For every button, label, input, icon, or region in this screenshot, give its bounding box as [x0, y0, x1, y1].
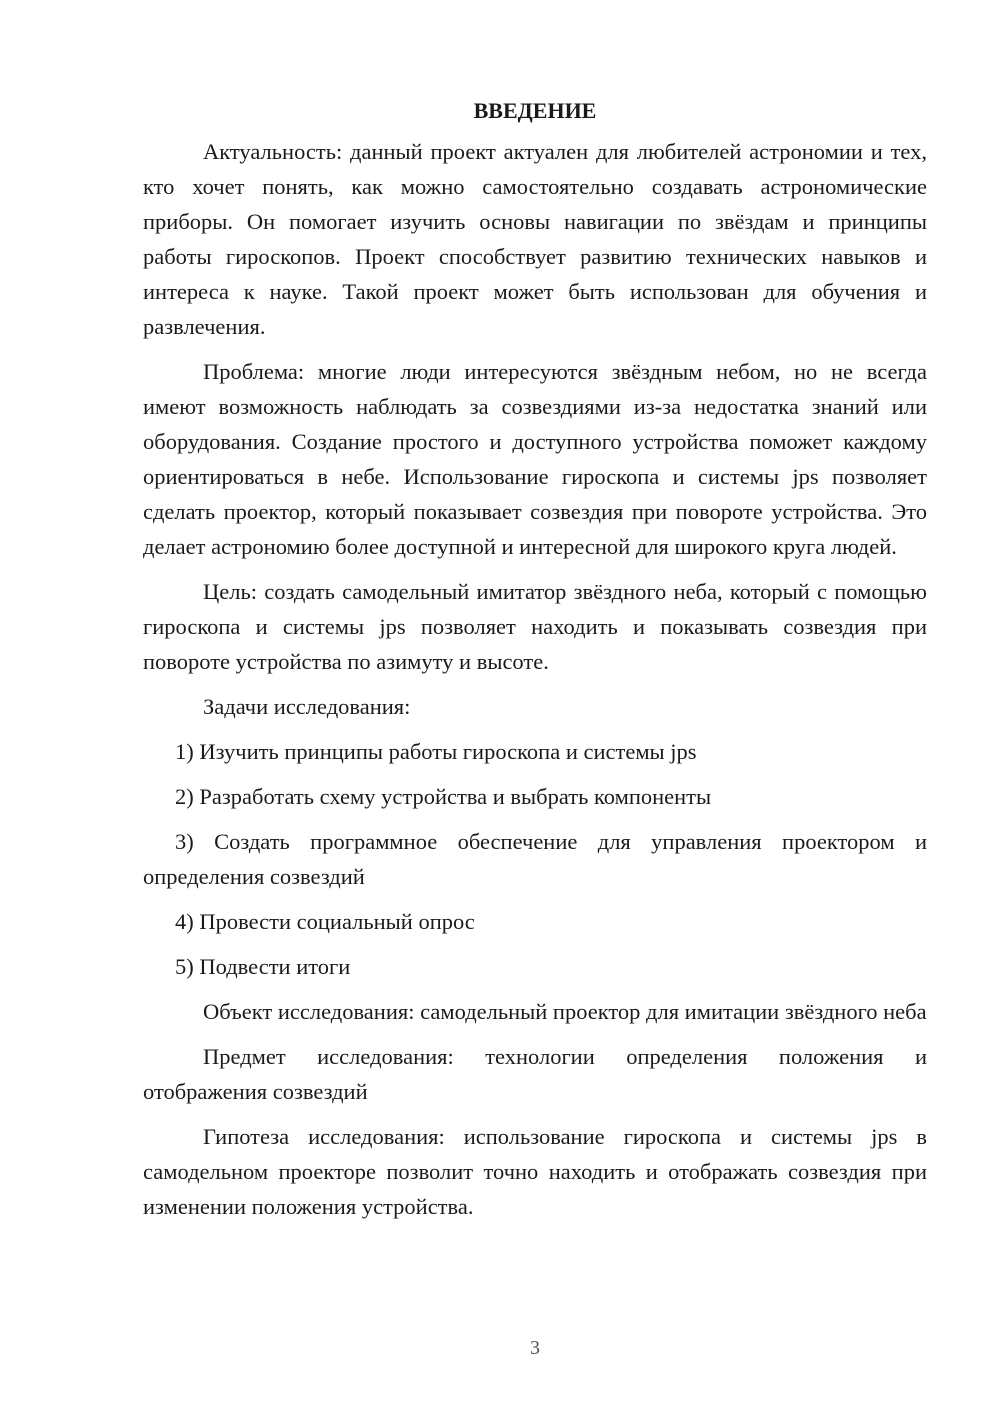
- paragraph-subject: Предмет исследования: технологии определения положения и отображения созвездий: [143, 1044, 927, 1104]
- page-title: ВВЕДЕНИЕ: [473, 98, 597, 123]
- task-item: 3) Создать программное обеспечение для управления проектором и определения созвездий: [143, 829, 927, 889]
- task-item: 4) Провести социальный опрос: [175, 909, 475, 934]
- document-body: [143, 93, 927, 1224]
- task-item: 2) Разработать схему устройства и выбрать компоненты: [175, 784, 712, 809]
- task-item: 1) Изучить принципы работы гироскопа и системы jps: [175, 739, 697, 764]
- page-number: 3: [530, 1337, 540, 1359]
- tasks-list: [143, 734, 927, 984]
- paragraph-relevance: Актуальность: данный проект актуален для любителей астрономии и тех, кто хочет понять, как можно самостоятельно создавать астрономические приборы. Он помогает изучить основы навигации по звёздам и принципы работы гироскопов. Проект способствует развитию технических навыков и интереса к науке. Такой проект может быть использован для обучения и развлечения.: [143, 139, 927, 339]
- task-item: 5) Подвести итоги: [175, 954, 351, 979]
- tasks-heading: Задачи исследования:: [203, 694, 411, 719]
- paragraph-hypothesis: Гипотеза исследования: использование гироскопа и системы jps в самодельном проекторе позволит точно находить и отображать созвездия при изменении положения устройства.: [143, 1124, 927, 1219]
- paragraph-problem: Проблема: многие люди интересуются звёздным небом, но не всегда имеют возможность наблюдать за созвездиями из-за недостатка знаний или оборудования. Создание простого и доступного устройства поможет каждому ориентироваться в небе. Использование гироскопа и системы jps позволяет сделать проектор, который показывает созвездия при повороте устройства. Это делает астрономию более доступной и интересной для широкого круга людей.: [143, 359, 927, 559]
- paragraph-object: Объект исследования: самодельный проектор для имитации звёздного неба: [203, 999, 927, 1024]
- paragraph-goal: Цель: создать самодельный имитатор звёздного неба, который с помощью гироскопа и системы jps позволяет находить и показывать созвездия при повороте устройства по азимуту и высоте.: [143, 579, 927, 674]
